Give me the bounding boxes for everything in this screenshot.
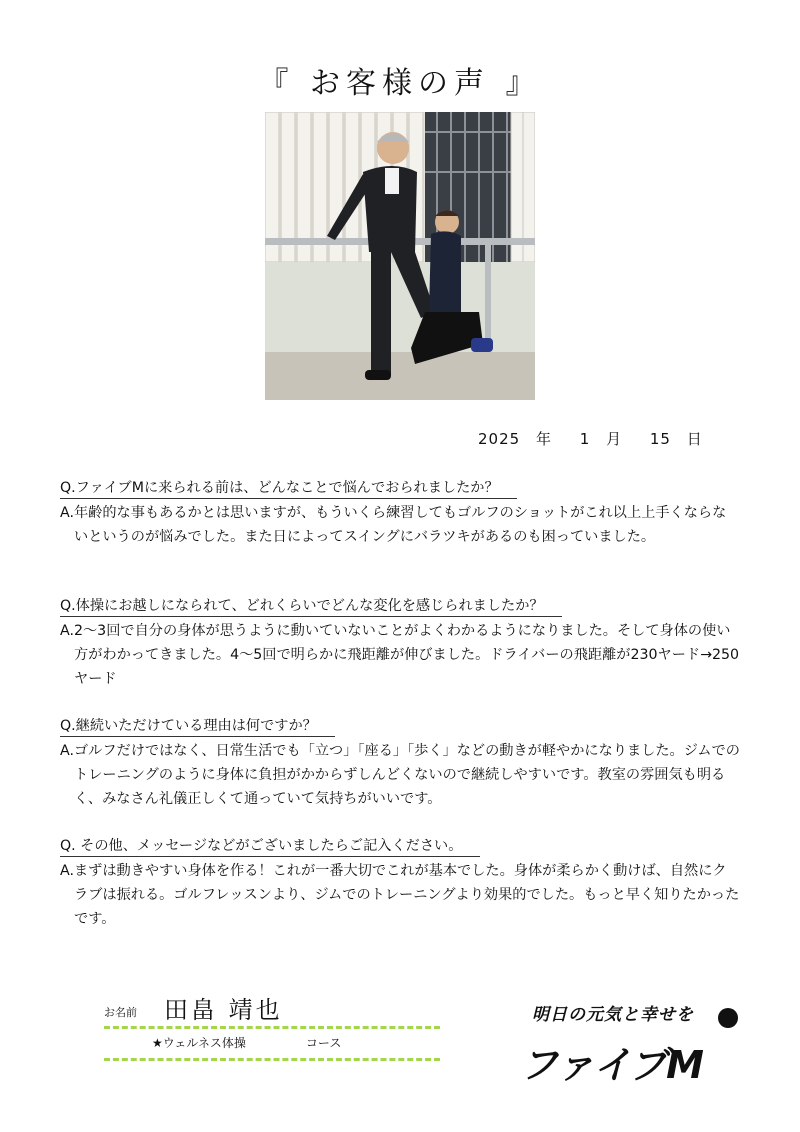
course-name: ★ウェルネス体操 bbox=[152, 1036, 246, 1050]
question: Q.ファイブMに来られる前は、どんなことで悩んでおられましたか？ bbox=[60, 478, 517, 499]
date-year: 2025 bbox=[478, 430, 521, 448]
brand-logo bbox=[520, 996, 750, 1092]
dashed-divider bbox=[104, 1058, 440, 1061]
question: Q. その他、メッセージなどがございましたらご記入ください。 bbox=[60, 836, 480, 857]
qa-block-4 bbox=[60, 836, 740, 931]
brand-slogan: 明日の元気と幸せを bbox=[532, 1005, 694, 1025]
answer: A.ゴルフだけではなく、日常生活でも「立つ」「座る」「歩く」などの動きが軽やかになりました。ジムでのトレーニングのように身体に負担がかからずしんどくないので継続しやすいです。教室の雰囲気も明るく、みなさん礼儀正しくて通っていて気持ちがいいです。 bbox=[60, 743, 740, 807]
brand-name: ファイブM bbox=[520, 1043, 703, 1087]
date-year-unit: 年 bbox=[535, 430, 552, 448]
name-label: お名前 bbox=[104, 1006, 137, 1019]
page-title: 『 お客様の声 』 bbox=[258, 66, 542, 101]
course-suffix: コース bbox=[305, 1036, 342, 1050]
answer: A.2～3回で自分の身体が思うように動いていないことがよくわかるようになりました。そして身体の使い方がわかってきました。4～5回で明らかに飛距離が伸びました。ドライバーの飛距離が230ヤード→250ヤード bbox=[60, 623, 740, 687]
question: Q.継続いただけている理由は何ですか？ bbox=[60, 716, 335, 737]
customer-photo bbox=[265, 112, 535, 400]
date-month: 1 bbox=[579, 430, 591, 448]
answer: A.まずは動きやすい身体を作る！これが一番大切でこれが基本でした。身体が柔らかく動けば、自然にクラブは振れる。ゴルフレッスンより、ジムでのトレーニングより効果的でした。もっと早く知りたかったです。 bbox=[60, 863, 740, 927]
customer-name: 田畠 靖也 bbox=[164, 996, 283, 1024]
course bbox=[152, 1034, 341, 1051]
logo-dot-icon bbox=[716, 1006, 740, 1030]
qa-block-3 bbox=[60, 716, 740, 811]
date bbox=[478, 428, 725, 449]
date-day-unit: 日 bbox=[686, 430, 703, 448]
date-day: 15 bbox=[649, 430, 671, 448]
photo-illustration bbox=[265, 112, 535, 400]
qa-block-1 bbox=[60, 478, 740, 549]
dashed-divider bbox=[104, 1026, 440, 1029]
qa-block-2 bbox=[60, 596, 740, 691]
date-month-unit: 月 bbox=[606, 430, 623, 448]
answer: A.年齢的な事もあるかとは思いますが、もういくら練習してもゴルフのショットがこれ以上上手くならないというのが悩みでした。また日によってスイングにバラツキがあるのも困っていました。 bbox=[60, 505, 727, 545]
question: Q.体操にお越しになられて、どれくらいでどんな変化を感じられましたか？ bbox=[60, 596, 562, 617]
